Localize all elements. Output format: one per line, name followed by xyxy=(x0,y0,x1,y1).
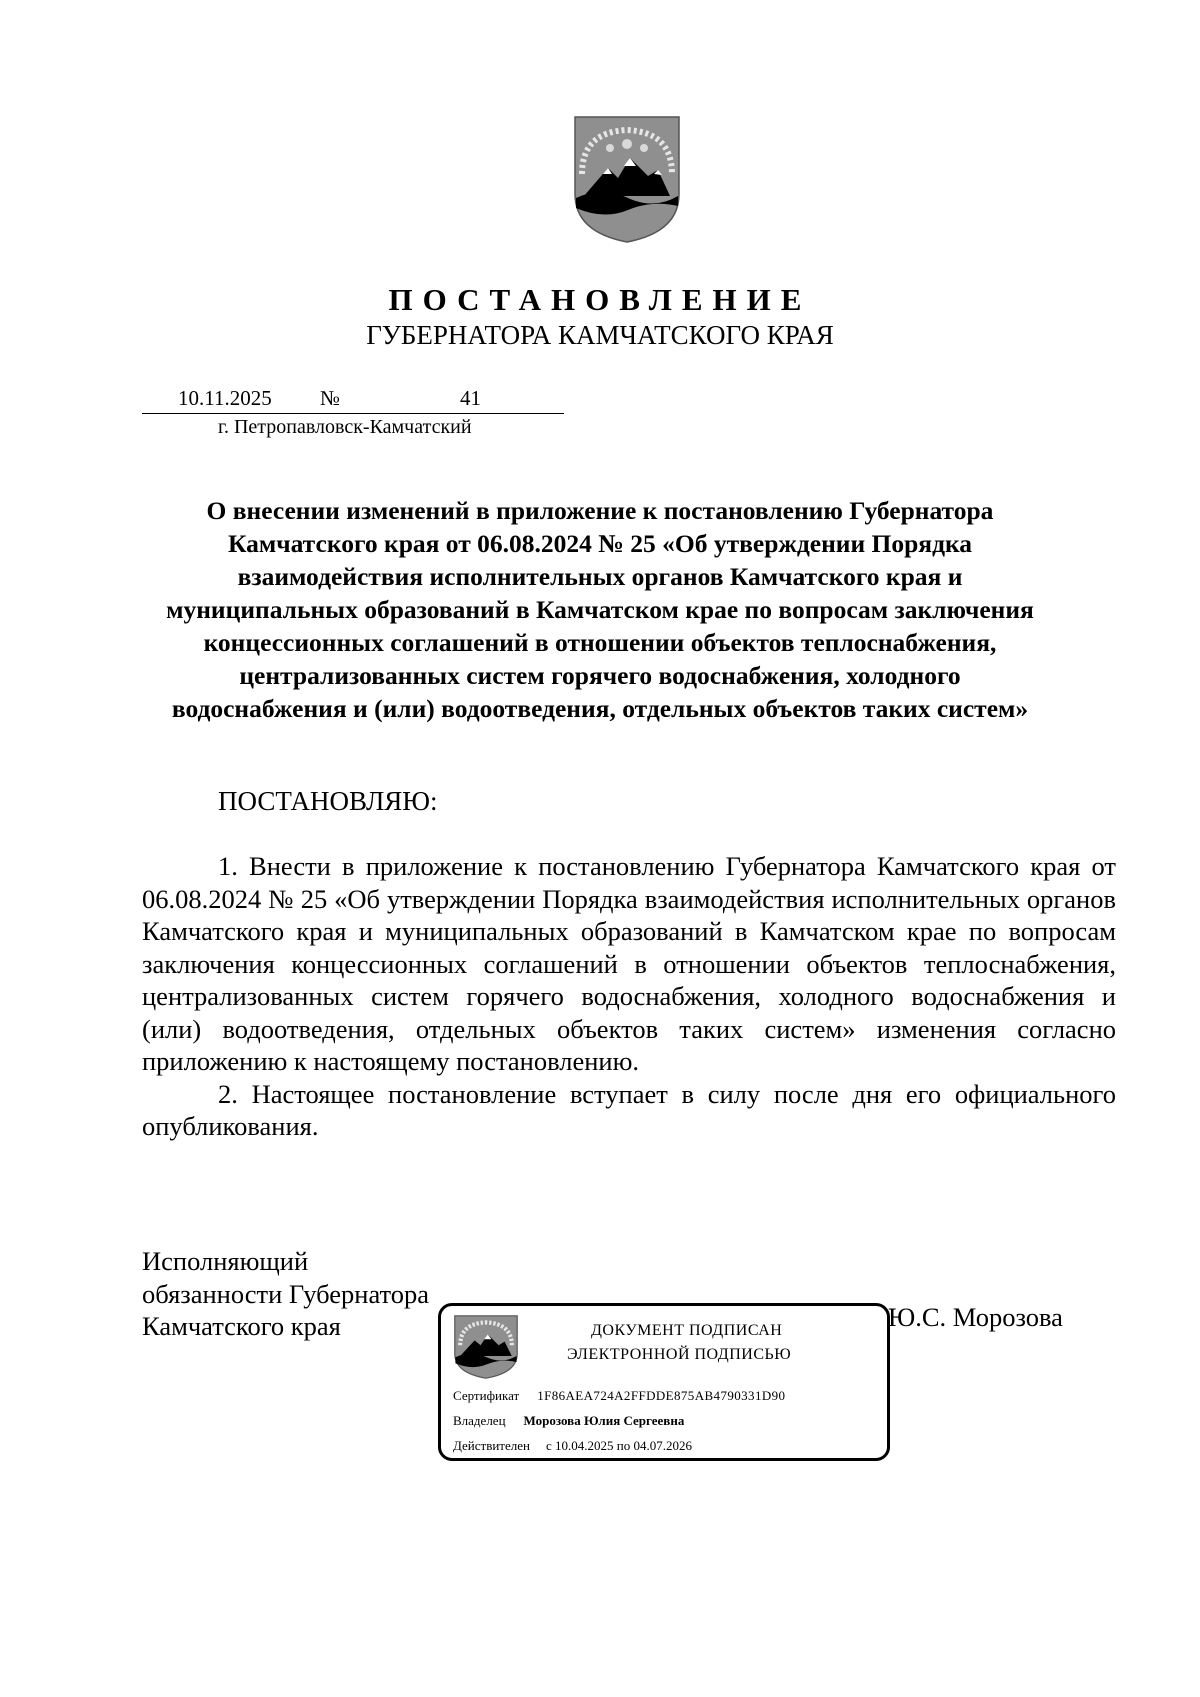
date-number-line xyxy=(142,386,564,414)
stamp-owner-row xyxy=(453,1413,684,1429)
body-paragraph: 1. Внести в приложение к постановлению Губернатора Камчатского края от 06.08.2024 № 25 «Об утверждении Порядка взаимодействия исполнительных органов Камчатского края и муниципальных образований в Камчатском крае по вопросам заключения концессионных соглашений в отношении объектов теплоснабжения, централизованных систем горячего водоснабжения, холодного водоснабжения и (или) водоотведения, отдельных объектов таких систем» изменения согласно приложению к настоящему постановлению. xyxy=(142,851,1116,1076)
signer-name: Ю.С. Морозова xyxy=(888,1302,1063,1332)
stamp-certificate-row xyxy=(453,1388,785,1404)
stamp-heading-2: ЭЛЕКТРОННОЙ ПОДПИСЬЮ xyxy=(567,1346,792,1363)
stamp-validity-value: с 10.04.2025 по 04.07.2026 xyxy=(545,1438,692,1453)
stamp-heading-1: ДОКУМЕНТ ПОДПИСАН xyxy=(591,1322,783,1339)
document-title xyxy=(140,494,1060,725)
title-line: водоснабжения и (или) водоотведения, отдельных объектов таких систем» xyxy=(171,694,1029,723)
title-line: Камчатского края от 06.08.2024 № 25 «Об утверждении Порядка xyxy=(227,529,973,558)
number-sign: № xyxy=(320,386,341,410)
stamp-certificate-value: 1F86AEA724A2FFDDE875AB4790331D90 xyxy=(537,1388,786,1403)
document-date: 10.11.2025 xyxy=(178,386,272,410)
kamchatka-coat-of-arms-icon xyxy=(572,114,682,244)
stamp-validity-label: Действителен xyxy=(453,1438,530,1453)
title-line: централизованных систем горячего водоснабжения, холодного xyxy=(239,661,961,690)
body-paragraph: 2. Настоящее постановление вступает в силу после дня его официального опубликования. xyxy=(142,1078,1116,1141)
title-line: концессионных соглашений в отношении объектов теплоснабжения, xyxy=(203,628,997,657)
signer-position-line: обязанности Губернатора xyxy=(142,1278,430,1309)
signer-position xyxy=(142,1245,429,1343)
document-city: г. Петропавловск-Камчатский xyxy=(218,416,472,438)
title-line: муниципальных образований в Камчатском крае по вопросам заключения xyxy=(166,595,1034,624)
document-body xyxy=(142,850,1116,1143)
decree-word: ПОСТАНОВЛЯЮ: xyxy=(218,786,438,816)
document-number: 41 xyxy=(460,386,481,410)
title-line: взаимодействия исполнительных органов Камчатского края и xyxy=(237,562,963,591)
document-type-heading: ПОСТАНОВЛЕНИЕ xyxy=(388,282,812,317)
signer-position-line: Камчатского края xyxy=(142,1311,341,1341)
stamp-emblem-icon xyxy=(453,1314,519,1380)
date-underline xyxy=(142,413,564,414)
title-line: О внесении изменений в приложение к постановлению Губернатора xyxy=(206,496,994,525)
stamp-owner-label: Владелец xyxy=(453,1413,506,1428)
signer-position-line: Исполняющий xyxy=(142,1246,309,1276)
stamp-validity-row xyxy=(453,1438,692,1454)
stamp-owner-value: Морозова Юлия Сергеевна xyxy=(523,1413,685,1428)
electronic-signature-stamp xyxy=(438,1303,890,1461)
stamp-certificate-label: Сертификат xyxy=(453,1388,520,1403)
issuing-authority: ГУБЕРНАТОРА КАМЧАТСКОГО КРАЯ xyxy=(366,320,834,350)
